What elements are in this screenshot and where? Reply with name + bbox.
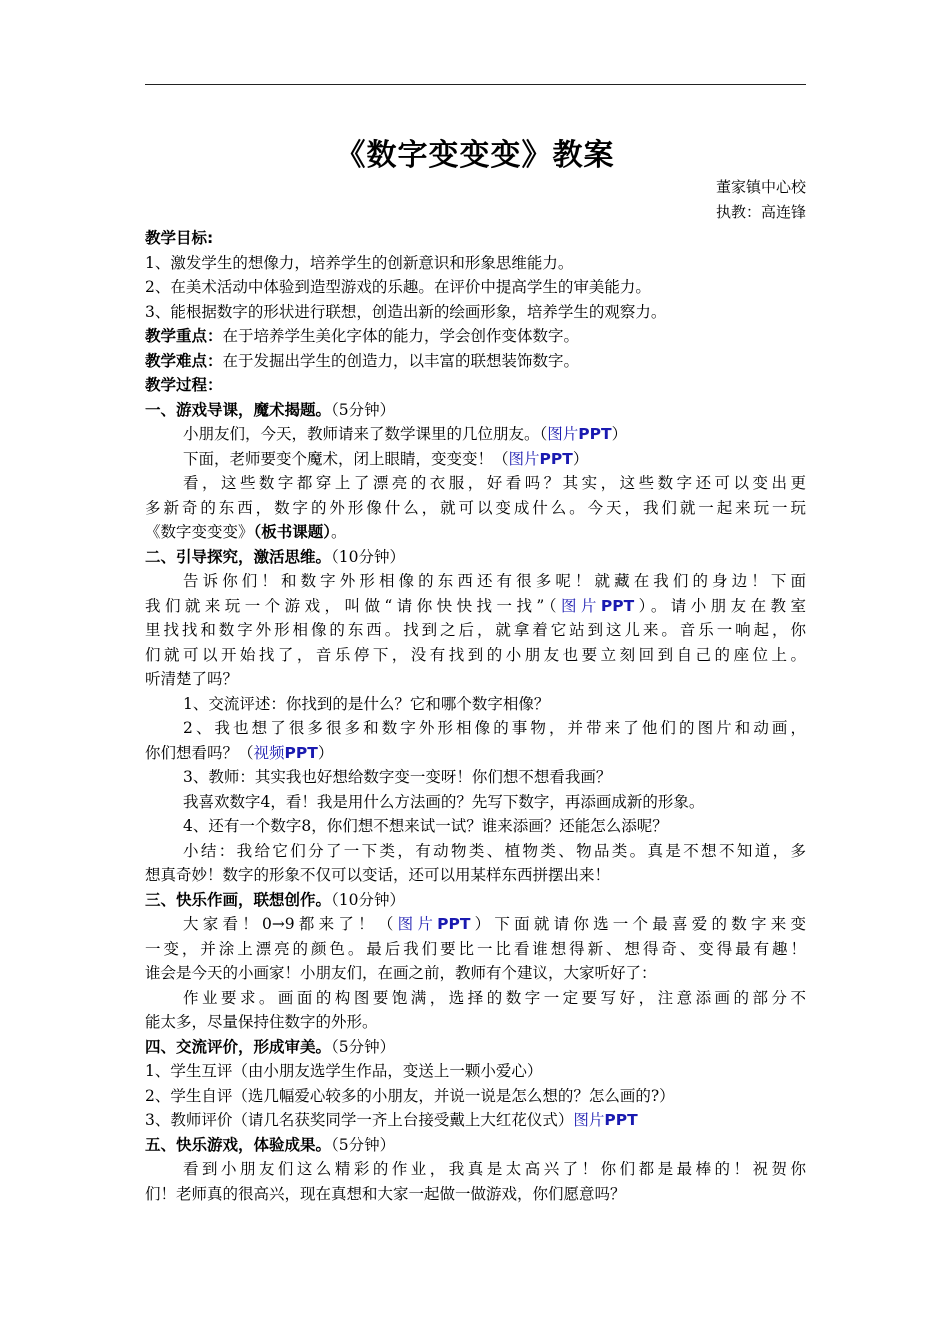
paragraph-line: 听清楚了吗？ xyxy=(145,670,239,688)
paragraph-line: 小结：我给它们分了一下类，有动物类、植物类、物品类。真是不想不知道，多 xyxy=(183,841,806,860)
difficult-point xyxy=(145,349,806,374)
goal-item: 2、在美术活动中体验到造型游戏的乐趣。在评价中提高学生的审美能力。 xyxy=(145,278,651,296)
list-item: 4、还有一个数字8，你们想不想来试一试？谁来添画？还能怎么添呢？ xyxy=(183,817,668,835)
section-time: （5分钟） xyxy=(331,1135,396,1154)
paragraph-line: 作业要求。画面的构图要饱满，选择的数字一定要写好，注意添画的部分不 xyxy=(183,988,806,1007)
paragraph-line: 告诉你们！和数字外形相像的东西还有很多呢！就藏在我们的身边！下面 xyxy=(183,572,806,590)
section-time: （5分钟） xyxy=(331,400,396,419)
goals-heading: 教学目标: xyxy=(145,229,214,247)
section-title: 一、游戏导课，魔术揭题。 xyxy=(145,400,332,419)
paragraph-line: 里找找和数字外形相像的东西。找到之后，就拿着它站到这儿来。音乐一响起，你 xyxy=(145,621,806,639)
paragraph-line: 看，这些数字都穿上了漂亮的衣服，好看吗？其实，这些数字还可以变出更 xyxy=(183,474,806,492)
paragraph-line: 我喜欢数字4，看！我是用什么方法画的？先写下数字，再添画成新的形象。 xyxy=(183,792,705,811)
section-time: （10分钟） xyxy=(331,890,405,909)
paragraph: 小朋友们，今天，教师请来了数学课里的几位朋友。（图片PPT） xyxy=(183,425,628,443)
key-point-label: 教学重点： xyxy=(145,327,223,345)
teacher-name: 执教：高连锋 xyxy=(715,203,806,221)
section-heading-2 xyxy=(145,545,806,570)
paragraph-line: 能太多，尽量保持住数字的外形。 xyxy=(145,1013,378,1031)
paragraph-line: 《数字变变变》（板书课题）。 xyxy=(145,523,347,541)
ppt-reference: 图片PPT xyxy=(547,425,612,443)
paragraph-line: 大家看！0→9都来了！（图片PPT）下面就请你选一个最喜爱的数字来变 xyxy=(183,915,806,933)
process-heading: 教学过程： xyxy=(145,376,223,394)
paragraph: 下面，老师要变个魔术，闭上眼睛，变变变！（图片PPT） xyxy=(183,449,589,468)
difficult-point-label: 教学难点： xyxy=(145,351,223,370)
paragraph-line: 们就可以开始找了，音乐停下，没有找到的小朋友也要立刻回到自己的座位上。 xyxy=(145,645,806,664)
list-item: 3、教师评价（请几名获奖同学一齐上台接受戴上大红花仪式）图片PPT xyxy=(145,1111,638,1129)
paragraph-line: 想真奇妙！数字的形象不仅可以变话，还可以用某样东西拼摆出来！ xyxy=(145,866,611,884)
section-title: 五、快乐游戏，体验成果。 xyxy=(145,1135,332,1154)
list-item: 2、我也想了很多很多和数字外形相像的事物，并带来了他们的图片和动画， xyxy=(183,719,806,737)
school-name: 董家镇中心校 xyxy=(715,178,806,196)
section-time: （5分钟） xyxy=(331,1037,396,1056)
list-item: 1、交流评述：你找到的是什么？它和哪个数字相像？ xyxy=(183,694,550,713)
page-title: 《数字变变变》教案 xyxy=(335,138,615,173)
ppt-reference: 视频PPT xyxy=(253,743,318,762)
list-item: 1、学生互评（由小朋友选学生作品，变送上一颗小爱心） xyxy=(145,1062,543,1080)
section-heading-5 xyxy=(145,1133,806,1158)
section-heading-1 xyxy=(145,398,806,423)
list-item: 2、学生自评（选几幅爱心较多的小朋友，并说一说是怎么想的？怎么画的?） xyxy=(145,1086,675,1105)
paragraph-line: 我们就来玩一个游戏，叫做“请你快快找一找”（图片PPT）。请小朋友在教室 xyxy=(145,596,806,615)
paragraph-line: 你们想看吗？（视频PPT） xyxy=(145,743,334,762)
ppt-reference: 图片PPT xyxy=(560,596,635,615)
header-rule xyxy=(145,84,806,85)
key-point-text: 在于培养学生美化字体的能力，学会创作变体数字。 xyxy=(222,327,580,345)
paragraph-line: 们！老师真的很高兴，现在真想和大家一起做一做游戏，你们愿意吗？ xyxy=(145,1184,626,1203)
ppt-reference: 图片PPT xyxy=(573,1111,638,1129)
ppt-reference: 图片PPT xyxy=(508,449,573,468)
section-heading-4 xyxy=(145,1035,806,1060)
section-title: 四、交流评价，形成审美。 xyxy=(145,1037,332,1056)
document-body xyxy=(145,226,806,1206)
paragraph-line: 谁会是今天的小画家！小朋友们，在画之前，教师有个建议，大家听好了： xyxy=(145,964,657,982)
section-title: 三、快乐作画，联想创作。 xyxy=(145,890,332,909)
goal-item: 1、激发学生的想像力，培养学生的创新意识和形象思维能力。 xyxy=(145,253,574,272)
key-point xyxy=(145,324,806,349)
ppt-reference: 图片PPT xyxy=(397,915,471,933)
difficult-point-text: 在于发掘出学生的创造力，以丰富的联想装饰数字。 xyxy=(222,351,580,370)
paragraph-line: 看到小朋友们这么精彩的作业，我真是太高兴了！你们都是最棒的！祝贺你 xyxy=(183,1160,806,1178)
section-title: 二、引导探究，激活思维。 xyxy=(145,547,332,566)
paragraph-line: 多新奇的东西，数字的外形像什么，就可以变成什么。今天，我们就一起来玩一玩 xyxy=(145,498,806,517)
goal-item: 3、能根据数字的形状进行联想，创造出新的绘画形象，培养学生的观察力。 xyxy=(145,302,667,321)
section-heading-3 xyxy=(145,888,806,913)
list-item: 3、教师：其实我也好想给数字变一变呀！你们想不想看我画？ xyxy=(183,768,612,786)
paragraph-line: 一变，并涂上漂亮的颜色。最后我们要比一比看谁想得新、想得奇、变得最有趣！ xyxy=(145,939,806,958)
section-time: （10分钟） xyxy=(331,547,405,566)
